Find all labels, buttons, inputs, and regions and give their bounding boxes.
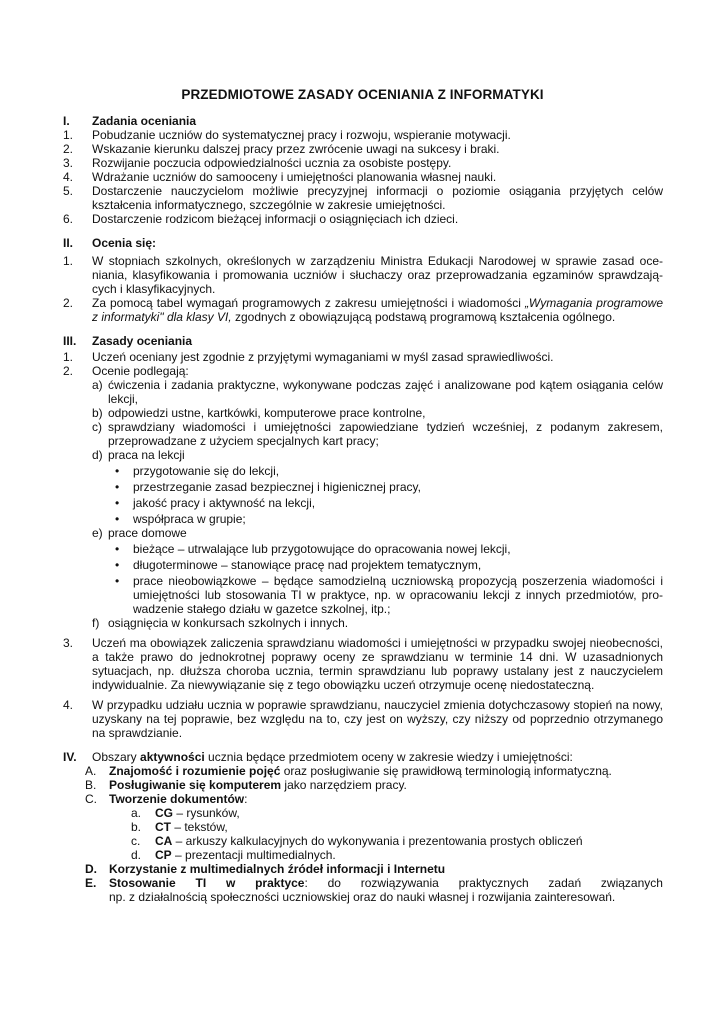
item-text: Wdrażanie uczniów do samooceny i umiejętności planowania własnej nauki. [92, 170, 497, 184]
document-body [63, 114, 663, 904]
section-heading [63, 334, 663, 348]
section-heading [63, 114, 663, 128]
bullet-text: długoterminowe – stanowiące pracę nad projektem tematycznym, [133, 558, 482, 572]
area-description: jako narzędziem pracy. [281, 778, 407, 792]
list-item [63, 350, 663, 364]
list-item [63, 170, 663, 184]
bullet-item [108, 480, 663, 494]
sub-item-letter: a) [92, 378, 103, 392]
sub-item-text: prace domowe [108, 526, 187, 540]
item-number: 1. [63, 254, 74, 268]
area-description: do [327, 876, 341, 890]
justified-line [109, 876, 663, 890]
document-title: PRZEDMIOTOWE ZASADY OCENIANIA Z INFORMATYKI [181, 87, 544, 102]
type-letter: b. [131, 820, 142, 834]
bullet-item [108, 558, 663, 572]
list-item [63, 184, 663, 212]
sub-item-letter: b) [92, 406, 103, 420]
type-letter: d. [131, 848, 142, 862]
area-description: związanych [600, 876, 663, 890]
area-keyword: w [225, 876, 236, 890]
section-intro [63, 750, 663, 764]
section-title: Zasady oceniania [92, 334, 193, 348]
item-number: 3. [63, 636, 74, 650]
item-number: 6. [63, 212, 74, 226]
item-text: Uczeń oceniany jest zgodnie z przyjętymi wymaganiami w myśl zasad sprawiedliwości. [92, 350, 554, 364]
list-item [63, 128, 663, 142]
area-description: : [244, 792, 248, 806]
area-keyword: TI [195, 876, 207, 890]
section-intro-text [92, 750, 663, 764]
sub-item [92, 526, 663, 540]
area-keyword: Znajomość i rozumienie pojęć [109, 764, 281, 778]
item-text: Pobudzanie uczniów do systematycznej pracy i rozwoju, wspieranie motywacji. [92, 128, 511, 142]
item-number: 1. [63, 128, 74, 142]
bullet-item [108, 542, 663, 556]
item-text: Dostarczenie nauczycielom możliwie precyzyjnej informacji o poziomie osiągania przyjętych celów kształcenia informatycznego, szczególnie w zakresie umiejętności. [92, 184, 663, 212]
item-text: Ocenie podlegają: [92, 364, 189, 378]
area-description: praktycznych [458, 876, 529, 890]
document-reference: „Wymagania programowe z informatyki" dla klasy VI, [92, 296, 663, 324]
item-number: 5. [63, 184, 74, 198]
list-item [63, 156, 663, 170]
sub-item [92, 406, 663, 420]
bullet-icon: • [115, 574, 120, 588]
bullet-icon: • [115, 512, 120, 526]
area-text [109, 778, 663, 792]
item-number: 2. [63, 296, 74, 310]
area-keyword: praktyce [255, 876, 305, 890]
item-text: Rozwijanie poczucia odpowiedzialności ucznia za osobiste postępy. [92, 156, 452, 170]
list-item [63, 364, 663, 378]
item-text-part: Za pomocą tabel wymagań programowych z zakresu umiejętności i wiadomości [92, 296, 525, 310]
area-description: rozwiązywania [360, 876, 439, 890]
section-number: II. [63, 236, 74, 250]
type-description: – prezentacji multimedialnych. [171, 848, 336, 862]
area-item [85, 862, 663, 876]
bullet-item [108, 496, 663, 510]
list-item [63, 212, 663, 226]
sub-item-text: sprawdziany wiadomości i umiejętności zapowiedziane tydzień wcześniej, z podanym zakresem, przeprowadzane z użyciem specjalnych kart pracy; [108, 420, 663, 448]
type-letter: a. [131, 806, 142, 820]
type-description: – rysunków, [173, 806, 240, 820]
sub-item-text: osiągnięcia w konkursach szkolnych i innych. [108, 616, 349, 630]
type-code: CG [155, 806, 173, 820]
area-text [109, 764, 663, 778]
bullet-icon: • [115, 496, 120, 510]
item-number: 4. [63, 698, 74, 712]
section-number: IV. [63, 750, 77, 764]
document-type-item [131, 848, 663, 862]
sub-item-letter: d) [92, 448, 103, 462]
item-text: Uczeń ma obowiązek zaliczenia sprawdzianu wiadomości i umiejętności w przypadku swojej nieobecności, a także prawo do jednokrotnej poprawy oceny ze sprawdzianu w terminie 14 dni. W uzasadnionych sytuacjach, np. dłuższa choroba ucznia, termin sprawdzianu lub poprawy ustalany jest z nauczycielem indywidualnie. Za niewywiązanie się z tego obowiązku uczeń otrzymuje ocenę niedostateczną. [92, 636, 663, 692]
bullet-icon: • [115, 480, 120, 494]
sub-item-text: ćwiczenia i zadania praktyczne, wykonywane podczas zajęć i analizowane pod kątem osiągania celów lekcji, [108, 378, 663, 406]
section-number: III. [63, 334, 77, 348]
bullet-icon: • [115, 464, 120, 478]
list-item [63, 636, 663, 692]
area-letter: D. [85, 862, 97, 876]
area-text [109, 792, 663, 806]
document-type-item [131, 820, 663, 834]
bullet-text: jakość pracy i aktywność na lekcji, [133, 496, 316, 510]
area-description: np. z działalnością społeczności uczniowskiej oraz do nauki własnej i rozwijania zainteresowań. [109, 890, 616, 904]
sub-item [92, 378, 663, 406]
sub-item [92, 448, 663, 462]
section-title: Ocenia się: [92, 236, 157, 250]
document-type-item [131, 806, 663, 820]
item-number: 4. [63, 170, 74, 184]
intro-text-part: Obszary [92, 750, 141, 764]
area-letter: B. [85, 778, 97, 792]
intro-text-part: ucznia będące przedmiotem oceny w zakresie wiedzy i umiejętności: [204, 750, 573, 764]
area-letter: C. [85, 792, 97, 806]
area-description: zadań [548, 876, 582, 890]
type-letter: c. [131, 834, 141, 848]
bullet-text: bieżące – utrwalające lub przygotowujące do opracowania nowej lekcji, [133, 542, 511, 556]
type-description: – tekstów, [171, 820, 228, 834]
section-number: I. [63, 114, 70, 128]
bullet-icon: • [115, 558, 120, 572]
area-keyword: Korzystanie z multimedialnych źródeł informacji i Internetu [109, 862, 446, 876]
area-keyword: Tworzenie dokumentów [109, 792, 245, 806]
item-number: 1. [63, 350, 74, 364]
sub-item-text: odpowiedzi ustne, kartkówki, komputerowe prace kontrolne, [108, 406, 426, 420]
item-number: 3. [63, 156, 74, 170]
item-text: W stopniach szkolnych, określonych w zarządzeniu Ministra Edukacji Narodowej w sprawie zasad oceniania, klasyfikowania i promowania uczniów i słuchaczy oraz przeprowadzania egzaminów sprawdzających i klasyfikacyjnych. [92, 254, 663, 296]
section-heading [63, 236, 663, 250]
bullet-text: prace nieobowiązkowe – będące samodzielną uczniowską propozycją poszerzenia wiadomości i umiejętności lub stosowania TI w praktyce, np. w opracowaniu lekcji z innych przedmiotów, prowadzenie stałego działu w gazetce szkolnej, itp.; [133, 574, 663, 616]
bullet-text: przygotowanie się do lekcji, [133, 464, 280, 478]
area-item [85, 764, 663, 778]
area-letter: E. [85, 876, 97, 890]
bullet-item [108, 512, 663, 526]
area-item [85, 792, 663, 806]
area-text [109, 876, 663, 904]
sub-item-letter: e) [92, 526, 103, 540]
list-item [63, 142, 663, 156]
type-code: CA [155, 834, 173, 848]
bullet-item [108, 574, 663, 616]
list-item [63, 254, 663, 296]
area-item [85, 876, 663, 904]
type-description: – arkuszy kalkulacyjnych do wykonywania i prezentowania prostych obliczeń [172, 834, 583, 848]
list-item [63, 296, 663, 324]
item-text-part: zgodnych z obowiązującą podstawą programową kształcenia ogólnego. [231, 310, 616, 324]
item-text [92, 296, 663, 324]
list-item [63, 698, 663, 740]
type-code: CT [155, 820, 171, 834]
sub-item-letter: f) [92, 616, 100, 630]
item-text: W przypadku udziału ucznia w poprawie sprawdzianu, nauczyciel zmienia dotychczasowy stopień na nowy, uzyskany na tej poprawie, bez względu na to, czy jest on wyższy, czy niższy od poprzednio otrzymanego na sprawdzianie. [92, 698, 663, 740]
bullet-item [108, 464, 663, 478]
sub-item-text: praca na lekcji [108, 448, 185, 462]
section-title: Zadania oceniania [92, 114, 197, 128]
bullet-icon: • [115, 542, 120, 556]
area-keyword: Stosowanie [109, 876, 176, 890]
intro-keyword: aktywności [140, 750, 205, 764]
bullet-text: współpraca w grupie; [133, 512, 246, 526]
sub-item-letter: c) [92, 420, 102, 434]
sub-item [92, 616, 663, 630]
area-item [85, 778, 663, 792]
item-text: Dostarczenie rodzicom bieżącej informacji o osiągnięciach ich dzieci. [92, 212, 459, 226]
punctuation: : [304, 876, 308, 890]
sub-item [92, 420, 663, 448]
document-type-item [131, 834, 663, 848]
area-letter: A. [85, 764, 97, 778]
item-number: 2. [63, 142, 74, 156]
item-number: 2. [63, 364, 74, 378]
area-keyword: Posługiwanie się komputerem [109, 778, 282, 792]
bullet-text: przestrzeganie zasad bezpiecznej i higienicznej pracy, [133, 480, 421, 494]
item-text: Wskazanie kierunku dalszej pracy przez zwrócenie uwagi na sukcesy i braki. [92, 142, 500, 156]
type-code: CP [155, 848, 172, 862]
area-description: oraz posługiwanie się prawidłową terminologią informatyczną. [280, 764, 612, 778]
